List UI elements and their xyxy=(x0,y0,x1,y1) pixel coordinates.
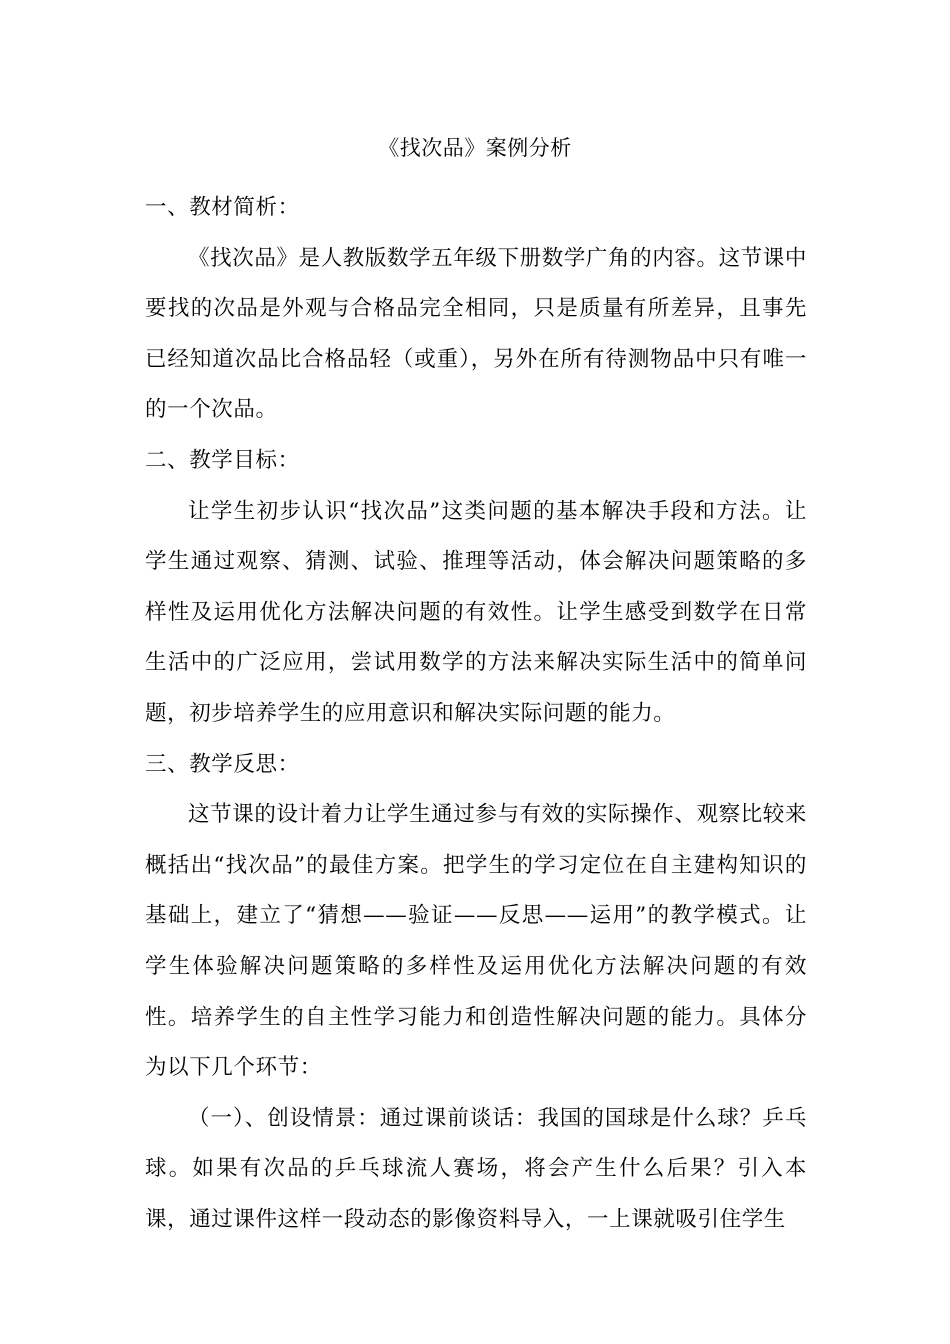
document-title: 《找次品》案例分析 xyxy=(378,136,572,160)
section-paragraph-teaching-reflection: 这节课的设计着力让学生通过参与有效的实际操作、观察比较来概括出“找次品”的最佳方案。把学生的学习定位在自主建构知识的基础上，建立了“猜想——验证——反思——运用”的教学模式。让学生体验解决问题策略的多样性及运用优化方法解决问题的有效性。培养学生的自主性学习能力和创造性解决问题的能力。具体分为以下几个环节： xyxy=(145,802,807,1081)
section-paragraph-teaching-goals: 让学生初步认识“找次品”这类问题的基本解决手段和方法。让学生通过观察、猜测、试验、推理等活动，体会解决问题策略的多样性及运用优化方法解决问题的有效性。让学生感受到数学在日常生活中的广泛应用，尝试用数学的方法来解决实际生活中的简单问题，初步培养学生的应用意识和解决实际问题的能力。 xyxy=(145,498,807,726)
section-heading-teaching-goals: 二、教学目标： xyxy=(145,447,300,473)
section-heading-teaching-reflection: 三、教学反思： xyxy=(145,751,300,777)
document-body xyxy=(145,183,807,1245)
section-heading-textbook-analysis: 一、教材简析： xyxy=(145,195,300,220)
section-paragraph-textbook-analysis: 《找次品》是人教版数学五年级下册数学广角的内容。这节课中要找的次品是外观与合格品完全相同，只是质量有所差异，且事先已经知道次品比合格品轻（或重），另外在所有待测物品中只有唯一的一个次品。 xyxy=(145,245,807,423)
subsection-paragraph-scenario: （一）、创设情景：通过课前谈话：我国的国球是什么球？乒乓球。如果有次品的乒乓球流人赛场，将会产生什么后果？引入本课，通过课件这样一段动态的影像资料导入，一上课就吸引住学生 xyxy=(145,1105,807,1232)
